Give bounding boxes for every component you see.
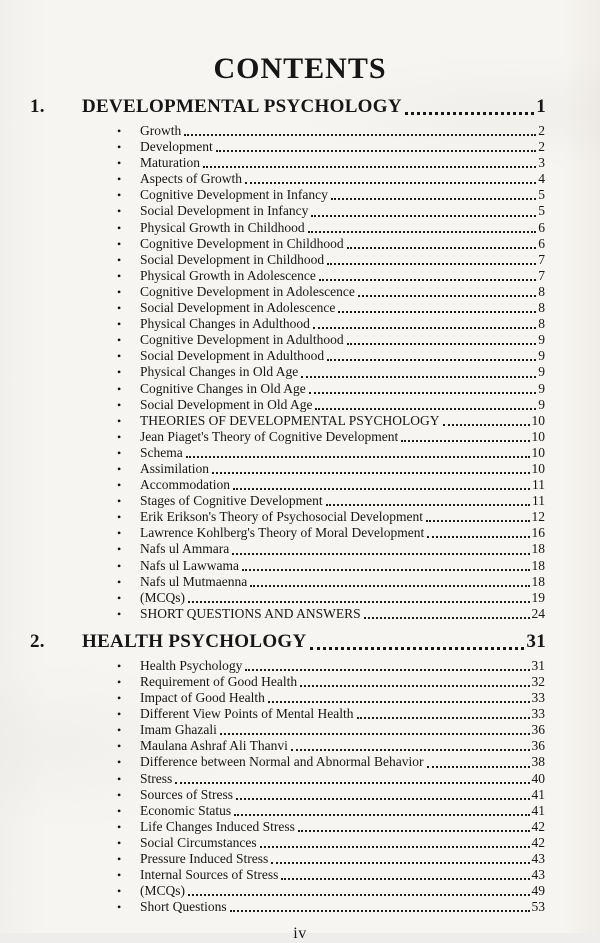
bullet-icon: • [117,852,122,867]
dot-leader [175,782,529,784]
section-items [0,658,600,916]
toc-entry [0,268,600,284]
bullet-icon: • [117,868,122,883]
item-page-number: 33 [531,690,545,706]
bullet-icon: • [117,365,122,380]
dot-leader [186,456,530,458]
item-page-number: 9 [538,348,545,364]
item-label: Physical Growth in Childhood [140,219,305,235]
toc-entry [0,771,600,787]
dot-leader [358,295,536,297]
item-page-number: 36 [531,738,545,754]
dot-leader [357,717,530,719]
dot-leader [281,878,529,880]
item-label: Requirement of Good Health [140,674,298,689]
item-page-number: 38 [531,754,545,770]
bullet-icon: • [117,803,122,818]
toc-entry [0,541,600,557]
dot-leader [234,814,529,816]
toc-entry [0,155,600,171]
item-label: Schema [140,444,183,460]
item-page-number: 18 [531,541,545,557]
item-label: Social Development in Adulthood [140,348,325,364]
item-label: (MCQs) [140,883,186,899]
bullet-icon: • [117,558,122,573]
toc-entry [0,493,600,509]
item-page-number: 3 [538,155,545,171]
item-label: Social Development in Infancy [140,203,309,219]
bullet-icon: • [117,494,122,509]
dot-leader [313,327,536,329]
item-label: SHORT QUESTIONS AND ANSWERS [140,605,361,621]
item-page-number: 41 [531,786,545,802]
dot-leader [315,408,536,410]
item-page-number: 9 [538,380,545,396]
item-page-number: 18 [531,557,545,573]
item-label: Short Questions [140,899,227,915]
item-page-number: 6 [538,235,545,251]
item-label: Physical Changes in Adulthood [140,316,310,332]
item-page-number: 43 [531,867,545,883]
toc-entry [0,445,600,461]
item-label: Social Development in Old Age [140,396,313,412]
section-number: 2. [30,630,45,652]
bullet-icon: • [117,284,122,299]
dot-leader [331,198,536,200]
toc-entry [0,525,600,541]
dot-leader [347,343,537,345]
item-page-number: 41 [531,802,545,818]
bullet-icon: • [117,381,122,396]
dot-leader [230,910,530,912]
bullet-icon: • [117,739,122,754]
dot-leader [220,733,530,735]
item-page-number: 4 [538,171,545,187]
bullet-icon: • [117,413,122,428]
toc-entry [0,754,600,770]
toc-entry [0,674,600,690]
item-page-number: 43 [531,851,545,867]
item-page-number: 2 [538,139,545,155]
item-label: Nafs ul Lawwama [140,557,239,573]
toc-entry [0,509,600,525]
bullet-icon: • [117,188,122,203]
toc-list [0,94,600,915]
bullet-icon: • [117,317,122,332]
toc-entry [0,203,600,219]
item-label: Pressure Induced Stress [140,851,269,867]
dot-leader [232,553,529,555]
toc-entry [0,187,600,203]
toc-entry [0,819,600,835]
item-page-number: 19 [531,589,545,605]
dot-leader [309,392,537,394]
item-page-number: 42 [531,818,545,834]
toc-entry [0,558,600,574]
dot-leader [242,569,530,571]
bullet-icon: • [117,787,122,802]
item-label: Sources of Stress [140,786,233,802]
toc-entry [0,123,600,139]
toc-entry [0,690,600,706]
toc-entry [0,590,600,606]
item-label: Development [140,139,213,155]
dot-leader [268,701,530,703]
dot-leader [271,862,529,864]
item-page-number: 7 [538,251,545,267]
toc-entry [0,252,600,268]
item-label: Jean Piaget's Theory of Cognitive Development [140,428,399,444]
item-label: THEORIES OF DEVELOPMENTAL PSYCHOLOGY [140,412,440,428]
item-label: Stages of Cognitive Development [140,493,323,509]
bullet-icon: • [117,590,122,605]
bullet-icon: • [117,429,122,444]
bullet-icon: • [117,204,122,219]
toc-entry [0,883,600,899]
item-label: Assimilation [140,460,210,476]
item-page-number: 10 [531,412,545,428]
page-number-footer: iv [293,925,307,943]
dot-leader [291,749,530,751]
dot-leader [308,231,537,233]
toc-entry [0,851,600,867]
item-page-number: 9 [538,332,545,348]
item-label: Aspects of Growth [140,171,242,187]
bullet-icon: • [117,707,122,722]
item-label: Cognitive Development in Infancy [140,187,328,203]
item-label: Maturation [140,155,200,171]
item-page-number: 36 [531,722,545,738]
bullet-icon: • [117,510,122,525]
item-page-number: 8 [538,300,545,316]
dot-leader [184,134,536,136]
toc-entry [0,364,600,380]
bullet-icon: • [117,156,122,171]
item-page-number: 7 [538,267,545,283]
bullet-icon: • [117,172,122,187]
section-items [0,123,600,622]
bullet-icon: • [117,301,122,316]
item-label: Social Circumstances [140,834,257,850]
bullet-icon: • [117,675,122,689]
item-label: Physical Changes in Old Age [140,364,299,380]
toc-entry [0,139,600,155]
bullet-icon: • [117,691,122,706]
bullet-icon: • [117,478,122,493]
bullet-icon: • [117,755,122,770]
dot-leader [203,166,536,168]
item-page-number: 32 [531,674,545,689]
section-title: HEALTH PSYCHOLOGY [82,630,307,652]
dot-leader [426,520,529,522]
toc-entry [0,658,600,674]
toc-entry [0,284,600,300]
toc-entry [0,738,600,754]
item-label: Imam Ghazali [140,722,217,738]
dot-leader [245,182,536,184]
section-header [0,629,600,654]
bullet-icon: • [117,723,122,738]
toc-section [0,629,600,916]
item-page-number: 5 [538,203,545,219]
item-label: Social Development in Adolescence [140,300,336,316]
dot-leader [405,112,534,115]
item-label: Growth [140,123,182,138]
toc-entry [0,300,600,316]
bullet-icon: • [117,884,122,899]
dot-leader [364,617,530,619]
toc-entry [0,236,600,252]
item-page-number: 11 [532,477,545,493]
dot-leader [245,669,529,671]
section-page-number: 31 [526,630,546,652]
toc-entry [0,348,600,364]
dot-leader [250,585,529,587]
item-label: Cognitive Development in Adulthood [140,332,344,348]
bullet-icon: • [117,268,122,283]
toc-entry [0,787,600,803]
toc-entry [0,899,600,915]
toc-entry [0,722,600,738]
dot-leader [188,601,529,603]
dot-leader [300,685,529,687]
item-page-number: 9 [538,364,545,380]
dot-leader [427,536,529,538]
item-label: Cognitive Changes in Old Age [140,380,306,396]
bullet-icon: • [117,140,122,155]
dot-leader [326,504,530,506]
bullet-icon: • [117,236,122,251]
dot-leader [301,376,536,378]
dot-leader [298,830,530,832]
toc-entry [0,332,600,348]
item-label: Health Psychology [140,657,243,673]
dot-leader [319,279,536,281]
item-page-number: 24 [531,605,545,621]
item-page-number: 16 [531,525,545,541]
item-page-number: 49 [531,883,545,899]
toc-entry [0,574,600,590]
dot-leader [347,247,537,249]
bullet-icon: • [117,835,122,850]
item-label: Physical Growth in Adolescence [140,267,316,283]
item-label: Internal Sources of Stress [140,867,279,883]
item-label: Social Development in Childhood [140,251,325,267]
section-number: 1. [30,96,45,117]
item-label: Economic Status [140,802,232,818]
item-page-number: 53 [531,899,545,915]
dot-leader [212,472,529,474]
item-label: Nafs ul Mutmaenna [140,573,248,589]
dot-leader [188,894,529,896]
item-label: Cognitive Development in Childhood [140,235,344,251]
item-page-number: 6 [538,219,545,235]
dot-leader [236,798,530,800]
bullet-icon: • [117,333,122,348]
bullet-icon: • [117,349,122,364]
item-page-number: 42 [531,834,545,850]
toc-entry [0,381,600,397]
dot-leader [427,766,530,768]
toc-entry [0,171,600,187]
item-page-number: 8 [538,316,545,332]
bullet-icon: • [117,771,122,786]
bullet-icon: • [117,900,122,915]
toc-entry [0,606,600,622]
dot-leader [311,215,536,217]
item-label: Life Changes Induced Stress [140,818,295,834]
item-page-number: 8 [538,283,545,299]
dot-leader [216,150,537,152]
bullet-icon: • [117,606,122,621]
item-label: Difference between Normal and Abnormal Behavior [140,754,424,770]
bullet-icon: • [117,397,122,412]
toc-entry [0,316,600,332]
item-label: Maulana Ashraf Ali Thanvi [140,738,288,754]
bullet-icon: • [117,658,122,673]
item-label: Accommodation [140,477,230,493]
bullet-icon: • [117,124,122,138]
item-label: Different View Points of Mental Health [140,706,354,722]
item-page-number: 5 [538,187,545,203]
page-title: CONTENTS [213,52,387,85]
dot-leader [233,488,530,490]
item-page-number: 11 [532,493,545,509]
toc-entry [0,397,600,413]
bullet-icon: • [117,252,122,267]
section-title: DEVELOPMENTAL PSYCHOLOGY [82,96,402,117]
bullet-icon: • [117,461,122,476]
item-page-number: 18 [531,573,545,589]
section-page-number: 1 [536,96,546,117]
dot-leader [327,359,536,361]
item-label: Erik Erikson's Theory of Psychosocial Development [140,509,424,525]
toc-entry [0,461,600,477]
item-page-number: 10 [531,460,545,476]
toc-entry [0,803,600,819]
dot-leader [310,647,525,650]
dot-leader [327,263,536,265]
bullet-icon: • [117,526,122,541]
section-header [0,94,600,119]
dot-leader [338,311,536,313]
bullet-icon: • [117,542,122,557]
bullet-icon: • [117,819,122,834]
item-page-number: 10 [531,444,545,460]
dot-leader [260,846,530,848]
toc-entry [0,477,600,493]
toc-entry [0,706,600,722]
item-page-number: 9 [538,396,545,412]
toc-entry [0,220,600,236]
item-page-number: 12 [531,509,545,525]
item-page-number: 40 [531,770,545,786]
item-page-number: 2 [538,123,545,138]
toc-entry [0,429,600,445]
toc-entry [0,835,600,851]
dot-leader [401,440,529,442]
item-page-number: 33 [531,706,545,722]
bullet-icon: • [117,220,122,235]
item-label: Lawrence Kohlberg's Theory of Moral Development [140,525,425,541]
bullet-icon: • [117,574,122,589]
bullet-icon: • [117,445,122,460]
item-label: Cognitive Development in Adolescence [140,283,355,299]
toc-entry [0,413,600,429]
toc-entry [0,867,600,883]
item-label: Stress [140,770,173,786]
item-page-number: 10 [531,428,545,444]
dot-leader [443,424,530,426]
toc-section [0,94,600,622]
item-page-number: 31 [531,657,545,673]
item-label: Nafs ul Ammara [140,541,230,557]
item-label: (MCQs) [140,589,186,605]
item-label: Impact of Good Health [140,690,265,706]
